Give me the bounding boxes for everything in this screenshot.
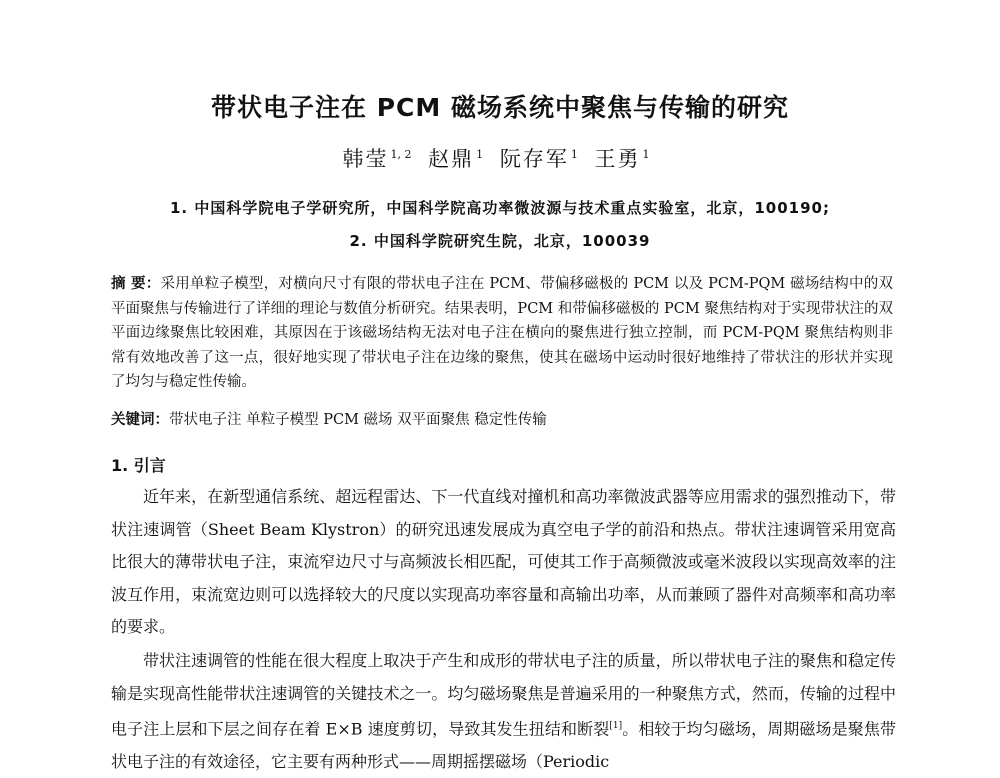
body-paragraph: [111, 645, 896, 778]
author-name: 王勇: [594, 147, 641, 171]
keywords-label: 关键词：: [111, 412, 169, 428]
paragraph-text: 。相较于均匀磁场，周期磁场是聚焦带状电子注的有效途径，它主要有两种形式——周期摇摆磁场（Periodic: [111, 719, 896, 771]
author-name: 韩莹: [342, 147, 389, 171]
author-name: 赵鼎: [428, 147, 475, 171]
author-affiliation-mark: 1: [476, 148, 484, 161]
section-heading: 1. 引言: [111, 456, 166, 475]
affiliation-2: 2. 中国科学院研究生院，北京，100039: [349, 232, 651, 250]
author-affiliation-mark: 1, 2: [390, 148, 412, 161]
author-list: [0, 143, 1000, 173]
body-paragraph: 近年来，在新型通信系统、超远程雷达、下一代直线对撞机和高功率微波武器等应用需求的强烈推动下，带状注速调管（Sheet Beam Klystron）的研究迅速发展成为真空电子学的前沿和热点。带状注速调管采用宽高比很大的薄带状电子注，束流窄边尺寸与高频波长相匹配，可使其工作于高频微波或毫米波段以实现高效率的注波互作用，束流宽边则可以选择较大的尺度以实现高功率容量和高输出功率，从而兼顾了器件对高频率和高功率的要求。: [111, 487, 896, 636]
author-name: 阮存军: [499, 147, 569, 171]
paragraph-text: 带状注速调管的性能在很大程度上取决于产生和成形的带状电子注的质量，所以带状电子注的聚焦和稳定传输是实现高性能带状注速调管的关键技术之一。均匀磁场聚焦是普遍采用的一种聚焦方式，然而，传输的过程中电子注上层和下层之间存在着 E×B 速度剪切，导致其发生扭结和断裂: [111, 651, 896, 739]
author-affiliation-mark: 1: [570, 148, 578, 161]
author-affiliation-mark: 1: [642, 148, 650, 161]
paper-title: 带状电子注在 PCM 磁场系统中聚焦与传输的研究: [211, 93, 789, 122]
abstract: [111, 272, 893, 395]
abstract-label: 摘 要：: [111, 276, 161, 292]
citation-ref[interactable]: [1]: [609, 721, 623, 731]
keywords-text: 带状电子注 单粒子模型 PCM 磁场 双平面聚焦 稳定性传输: [169, 412, 547, 428]
affiliation-1: 1. 中国科学院电子学研究所，中国科学院高功率微波源与技术重点实验室，北京，100190;: [170, 199, 830, 217]
keywords: [111, 408, 893, 432]
abstract-text: 采用单粒子模型，对横向尺寸有限的带状电子注在 PCM、带偏移磁极的 PCM 以及 PCM-PQM 磁场结构中的双平面聚焦与传输进行了详细的理论与数值分析研究。结果表明，PCM 和带偏移磁极的 PCM 聚焦结构对于实现带状注的双平面边缘聚焦比较困难，其原因在于该磁场结构无法对电子注在横向的聚焦进行独立控制，而 PCM-PQM 聚焦结构则非常有效地改善了这一点，很好地实现了带状电子注在边缘的聚焦，使其在磁场中运动时很好地维持了带状注的形状并实现了均匀与稳定性传输。: [111, 276, 893, 390]
